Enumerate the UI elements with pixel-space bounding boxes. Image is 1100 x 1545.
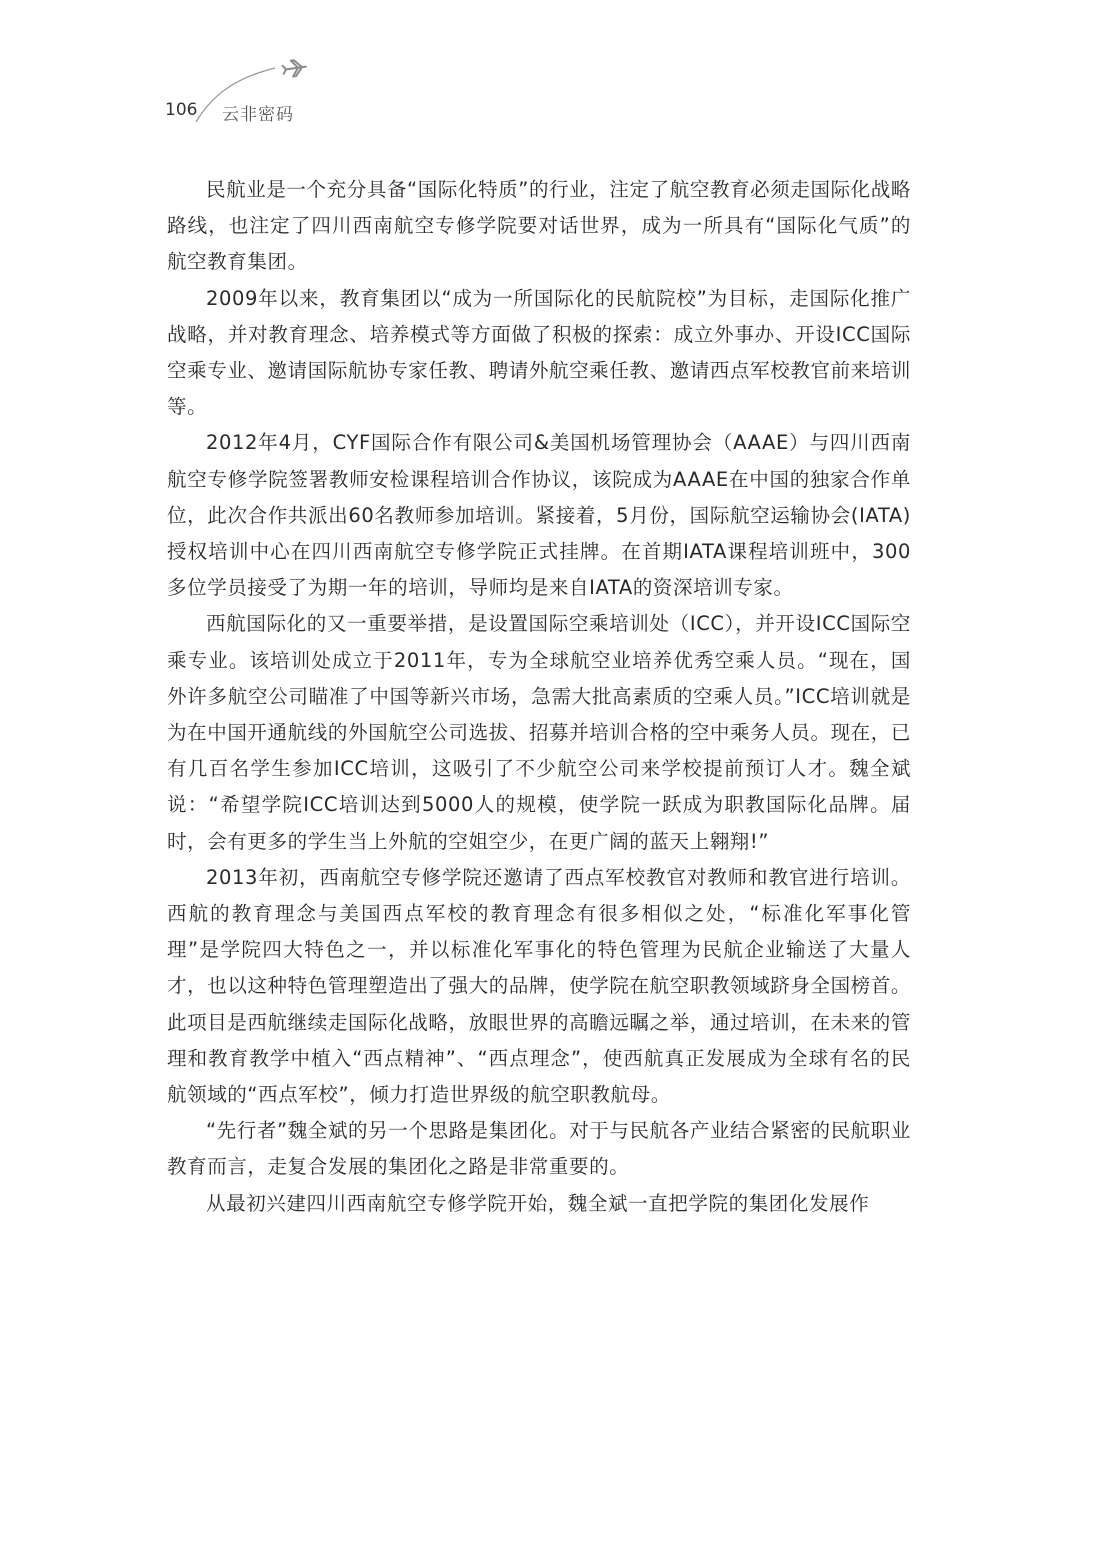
paragraph: 从最初兴建四川西南航空专修学院开始，魏全斌一直把学院的集团化发展作 [206, 1191, 870, 1215]
paragraph: 2013年初，西南航空专修学院还邀请了西点军校教官对教师和教官进行培训。西航的教育理念与美国西点军校的教育理念有很多相似之处，“标准化军事化管理”是学院四大特色之一，并以标准化军事化的特色管理为民航企业输送了大量人才，也以这种特色管理塑造出了强大的品牌，使学院在航空职教领域跻身全国榜首。此项目是西航继续走国际化战略，放眼世界的高瞻远瞩之举，通过培训，在未来的管理和教育教学中植入“西点精神”、“西点理念”，使西航真正发展成为全球有名的民航领域的“西点军校”，倾力打造世界级的航空职教航母。 [167, 865, 911, 1107]
airplane-icon [282, 59, 307, 78]
book-title: 云非密码 [222, 105, 294, 125]
paragraph: 民航业是一个充分具备“国际化特质”的行业，注定了航空教育必须走国际化战略路线，也注定了四川西南航空专修学院要对话世界，成为一所具有“国际化气质”的航空教育集团。 [167, 178, 911, 274]
page-number: 106 [165, 100, 198, 120]
paragraph: 2009年以来，教育集团以“成为一所国际化的民航院校”为目标，走国际化推广战略，并对教育理念、培养模式等方面做了积极的探索：成立外事办、开设ICC国际空乘专业、邀请国际航协专家任教、聘请外航空乘任教、邀请西点军校教官前来培训等。 [167, 286, 911, 419]
paragraph: “先行者”魏全斌的另一个思路是集团化。对于与民航各产业结合紧密的民航职业教育而言，走复合发展的集团化之路是非常重要的。 [167, 1119, 911, 1179]
page-header [0, 0, 1100, 140]
body-text [167, 172, 911, 1222]
paragraph: 2012年4月，CYF国际合作有限公司&美国机场管理协会（AAAE）与四川西南航空专修学院签署教师安检课程培训合作协议，该院成为AAAE在中国的独家合作单位，此次合作共派出60名教师参加培训。紧接着，5月份，国际航空运输协会(IATA)授权培训中心在四川西南航空专修学院正式挂牌。在首期IATA课程培训班中，300多位学员接受了为期一年的培训，导师均是来自IATA的资深培训专家。 [167, 431, 911, 600]
paragraph: 西航国际化的又一重要举措，是设置国际空乘培训处（ICC），并开设ICC国际空乘专业。该培训处成立于2011年，专为全球航空业培养优秀空乘人员。“现在，国外许多航空公司瞄准了中国等新兴市场，急需大批高素质的空乘人员。”ICC培训就是为在中国开通航线的外国航空公司选拔、招募并培训合格的空中乘务人员。现在，已有几百名学生参加ICC培训，这吸引了不少航空公司来学校提前预订人才。魏全斌说：“希望学院ICC培训达到5000人的规模，使学院一跃成为职教国际化品牌。届时，会有更多的学生当上外航的空姐空少，在更广阔的蓝天上翱翔!” [167, 612, 911, 853]
